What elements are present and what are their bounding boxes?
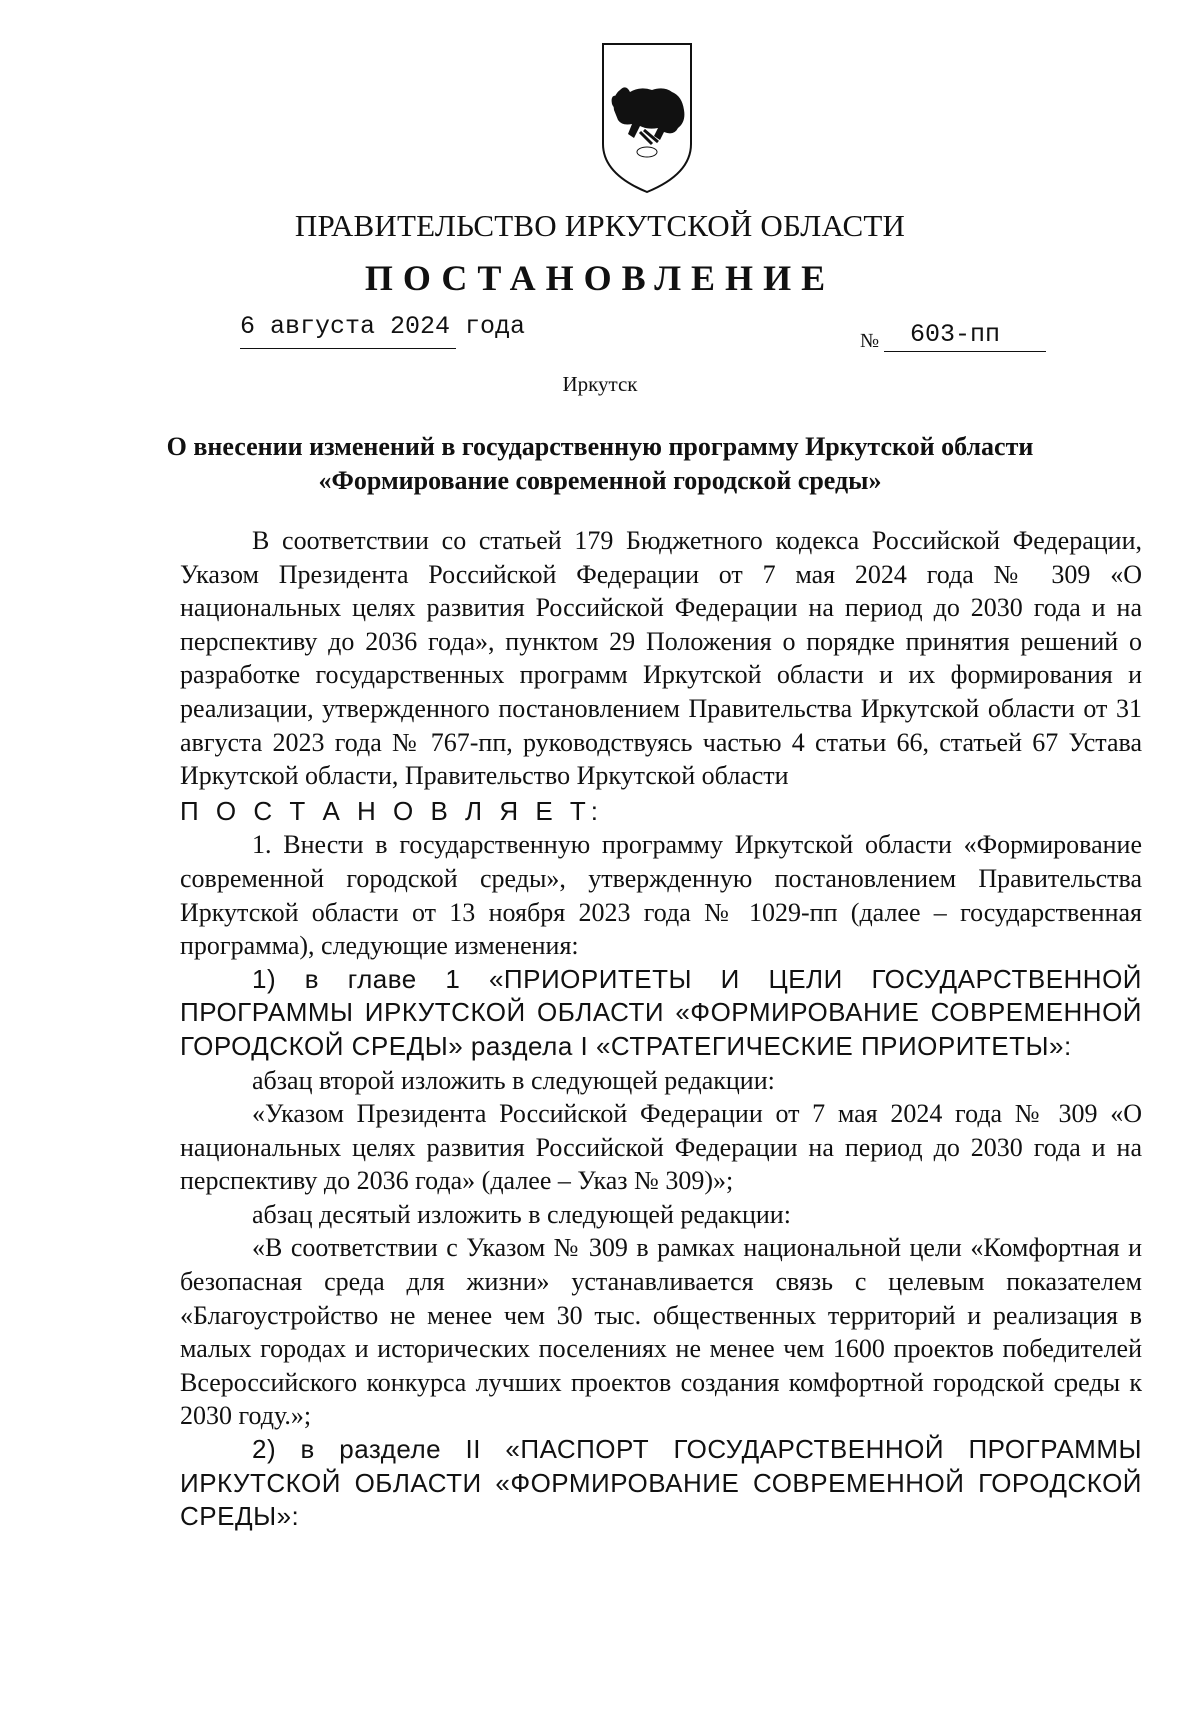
document-number: 603-пп	[910, 320, 1001, 349]
city: Иркутск	[562, 372, 638, 396]
subitem-1-paragraph: 1) в главе 1 «ПРИОРИТЕТЫ И ЦЕЛИ ГОСУДАРСТВЕННОЙ ПРОГРАММЫ ИРКУТСКОЙ ОБЛАСТИ «ФОРМИРОВАНИЕ СОВРЕМЕННОЙ ГОРОДСКОЙ СРЕДЫ» раздела I «СТРАТЕГИЧЕСКИЕ ПРИОРИТЕТЫ»:	[180, 963, 1142, 1061]
title-line-2: «Формирование современной городской среды»	[318, 466, 882, 495]
document-type: ПОСТАНОВЛЕНИЕ	[364, 258, 836, 298]
document-title	[150, 430, 1050, 498]
item-1-paragraph: 1. Внести в государственную программу Иркутской области «Формирование современной городской среды», утвержденную постановлением Правительства Иркутской области от 13 ноября 2023 года № 1029-пп (далее – государственная программа), следующие изменения:	[180, 830, 1142, 961]
preamble-paragraph: В соответствии со статьей 179 Бюджетного кодекса Российской Федерации, Указом Президента Российской Федерации от 7 мая 2024 года № 309 «О национальных целях развития Российской Федерации на период до 2030 года и на перспективу до 2036 года», пунктом 29 Положения о порядке принятия решений о разработке государственных программ Иркутской области и их формирования и реализации, утвержденного постановлением Правительства Иркутской области от 31 августа 2023 года № 767-пп, руководствуясь частью 4 статьи 66, статьей 67 Устава Иркутской области, Правительство Иркутской области	[180, 526, 1142, 791]
resolves-heading: П О С Т А Н О В Л Я Е Т:	[180, 795, 603, 826]
number-underline	[884, 351, 1046, 352]
date-underline	[240, 348, 456, 349]
coat-of-arms-icon	[600, 40, 694, 196]
document-body	[180, 524, 1142, 1534]
paragraph-10-text: «В соответствии с Указом № 309 в рамках национальной цели «Комфортная и безопасная среда для жизни» устанавливается связь с целевым показателем «Благоустройство не менее чем 30 тыс. общественных территорий и реализация в малых городах и исторических поселениях не менее чем 1600 проектов победителей Всероссийского конкурса лучших проектов создания комфортной городской среды к 2030 году.»;	[180, 1233, 1142, 1431]
title-line-1: О внесении изменений в государственную программу Иркутской области	[166, 432, 1034, 461]
number-sign: №	[860, 330, 880, 352]
paragraph-2-text: «Указом Президента Российской Федерации от 7 мая 2024 года № 309 «О национальных целях развития Российской Федерации на период до 2030 года и на перспективу до 2036 года» (далее – Указ № 309)»;	[180, 1099, 1142, 1196]
document-date: 6 августа 2024 года	[240, 312, 526, 341]
paragraph-2-intro: абзац второй изложить в следующей редакции:	[252, 1065, 775, 1095]
government-name: ПРАВИТЕЛЬСТВО ИРКУТСКОЙ ОБЛАСТИ	[294, 208, 906, 243]
subitem-2-paragraph: 2) в разделе II «ПАСПОРТ ГОСУДАРСТВЕННОЙ ПРОГРАММЫ ИРКУТСКОЙ ОБЛАСТИ «ФОРМИРОВАНИЕ СОВРЕМЕННОЙ ГОРОДСКОЙ СРЕДЫ»:	[180, 1434, 1142, 1532]
paragraph-10-intro: абзац десятый изложить в следующей редакции:	[252, 1199, 791, 1229]
